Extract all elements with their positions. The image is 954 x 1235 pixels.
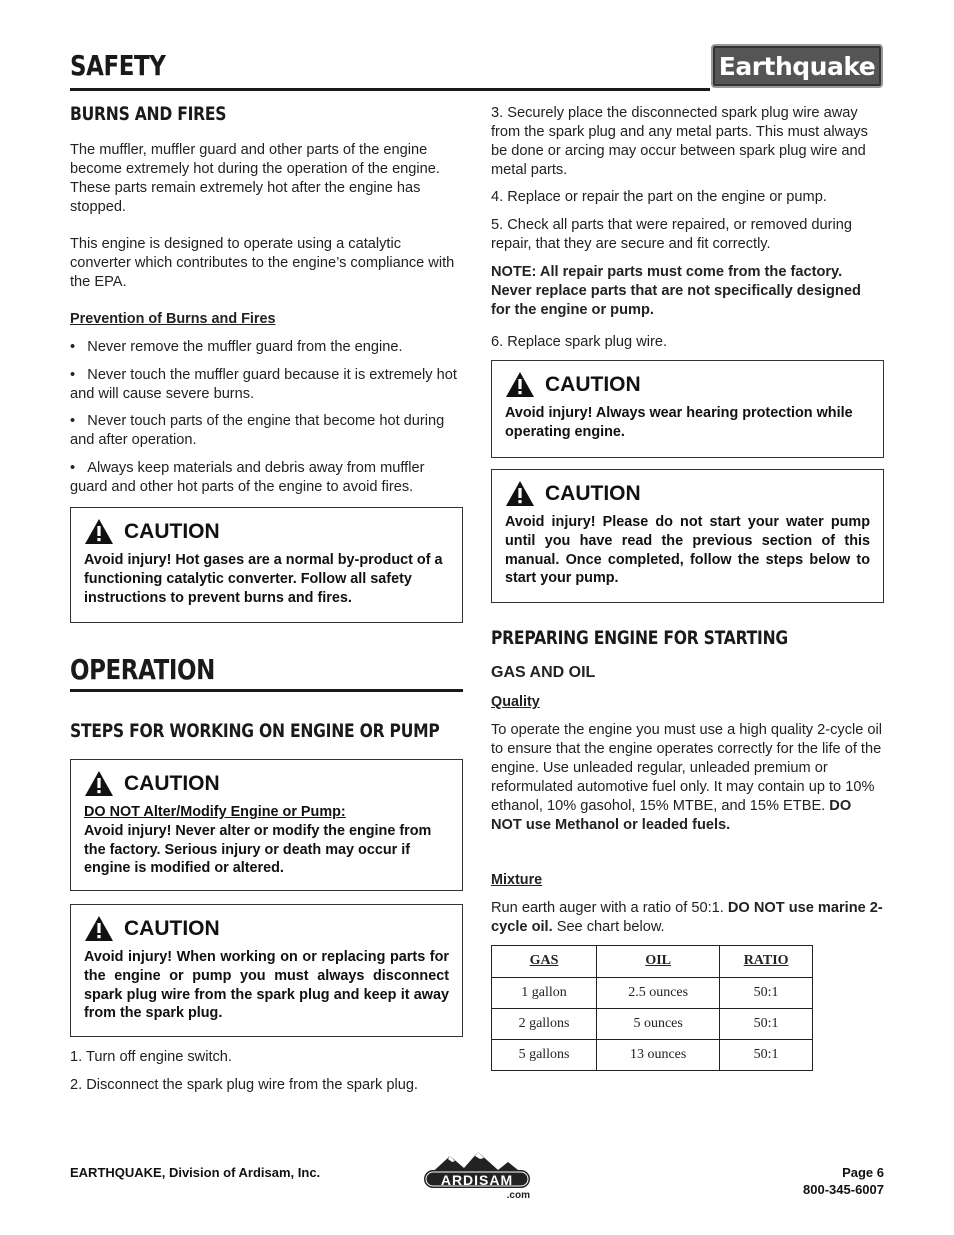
caution-text: Avoid injury! Hot gases are a normal by-product of a functioning catalytic converter. Follow all safety instructions to prevent burns and fires. xyxy=(84,552,443,606)
mixture-warning: DO NOT use marine 2-cycle oil. xyxy=(491,900,883,935)
step-2: 2. Disconnect the spark plug wire from the spark plug. xyxy=(70,1077,418,1093)
phone-number: 800-345-6007 xyxy=(803,1181,884,1197)
table-header-cell: OIL xyxy=(597,946,720,978)
table-cell: 5 gallons xyxy=(492,1040,597,1071)
step-6: 6. Replace spark plug wire. xyxy=(491,334,668,350)
warning-icon xyxy=(84,915,114,942)
bullet-text: Never remove the muffler guard from the engine. xyxy=(87,339,403,355)
quality-text xyxy=(491,721,884,835)
table-cell: 13 ounces xyxy=(597,1040,720,1071)
caution-label: CAUTION xyxy=(545,482,641,505)
bullet-text: Always keep materials and debris away from muffler guard and other hot parts of the engine to avoid fires. xyxy=(70,460,425,495)
operation-rule xyxy=(70,689,463,692)
warning-icon xyxy=(505,371,535,398)
quality-body: To operate the engine you must use a high quality 2-cycle oil to ensure that the engine operates correctly for the life of the engine. Use unleaded regular, unleaded premium or reformulated automotive fuel only. It may contain up to 10% ethanol, 10% gasohol, 15% MTBE, and 15% ETBE. xyxy=(491,722,883,814)
table-row xyxy=(492,1040,813,1071)
earthquake-logo xyxy=(711,44,883,88)
table-cell: 50:1 xyxy=(720,978,813,1009)
caution-text: Avoid injury! When working on or replacing parts for the engine or pump you must always disconnect spark plug wire from the spark plug and keep it away from the spark plug. xyxy=(84,949,449,1022)
bullet-text: Never touch the muffler guard because it is extremely hot and will cause severe burns. xyxy=(70,367,457,402)
burns-paragraph-2: This engine is designed to operate using a catalytic converter which contributes to the engine’s compliance with the EPA. xyxy=(70,236,455,290)
table-row xyxy=(492,1009,813,1040)
table-cell: 1 gallon xyxy=(492,978,597,1009)
step-1: 1. Turn off engine switch. xyxy=(70,1049,232,1065)
caution-box-start-pump xyxy=(491,469,884,603)
repair-note: NOTE: All repair parts must come from the factory. Never replace parts that are not specifically designed for the engine or pump. xyxy=(491,264,861,318)
caution-label: CAUTION xyxy=(124,520,220,543)
bullet-item: • Never remove the muffler guard from the engine. xyxy=(70,339,403,355)
caution-box-disconnect xyxy=(70,904,463,1037)
ardisam-logo-sub: .com xyxy=(506,1190,530,1201)
steps-title: STEPS FOR WORKING ON ENGINE OR PUMP xyxy=(70,720,440,742)
prevention-heading: Prevention of Burns and Fires xyxy=(70,311,276,327)
warning-icon xyxy=(505,480,535,507)
warning-icon xyxy=(84,518,114,545)
quality-heading: Quality xyxy=(491,694,540,710)
table-header-row xyxy=(492,946,813,978)
operation-title: OPERATION xyxy=(70,653,215,686)
table-cell: 50:1 xyxy=(720,1009,813,1040)
ardisam-logo-text: ARDISAM xyxy=(440,1172,514,1188)
gas-oil-heading: GAS AND OIL xyxy=(491,664,596,681)
bullet-item: • Always keep materials and debris away from muffler guard and other hot parts of the engine to avoid fires. xyxy=(70,460,425,495)
bullet-item: • Never touch parts of the engine that become hot during and after operation. xyxy=(70,413,445,448)
table-cell: 2.5 ounces xyxy=(597,978,720,1009)
caution-label: CAUTION xyxy=(124,917,220,940)
table-cell: 5 ounces xyxy=(597,1009,720,1040)
mixture-table xyxy=(491,945,813,1071)
caution-label: CAUTION xyxy=(545,373,641,396)
preparing-title: PREPARING ENGINE FOR STARTING xyxy=(491,627,788,649)
caution-box-modify xyxy=(70,759,463,891)
page-number: Page 6 xyxy=(842,1165,884,1180)
table-header-cell: RATIO xyxy=(720,946,813,978)
burns-paragraph-1: The muffler, muffler guard and other parts of the engine become extremely hot during the operation of the engine. These parts remain extremely hot after the engine has stopped. xyxy=(70,142,440,215)
caution-lead: DO NOT Alter/Modify Engine or Pump: xyxy=(84,804,346,821)
page-section-title: SAFETY xyxy=(70,49,166,82)
caution-label: CAUTION xyxy=(124,772,220,795)
step-5: 5. Check all parts that were repaired, or removed during repair, that they are secure and fit correctly. xyxy=(491,217,852,252)
mixture-tail: See chart below. xyxy=(552,918,665,935)
step-3: 3. Securely place the disconnected spark plug wire away from the spark plug and any metal parts. This must always be done or arcing may occur between spark plug wire and metal parts. xyxy=(491,105,868,178)
caution-box-burns xyxy=(70,507,463,623)
bullet-text: Never touch parts of the engine that become hot during and after operation. xyxy=(70,413,445,448)
header-rule xyxy=(70,88,710,91)
ardisam-logo xyxy=(420,1148,534,1204)
caution-box-hearing xyxy=(491,360,884,458)
caution-text: Avoid injury! Never alter or modify the engine from the factory. Serious injury or death may occur if engine is modified or altered. xyxy=(84,823,432,877)
mixture-text xyxy=(491,899,884,937)
burns-title: BURNS AND FIRES xyxy=(70,103,227,125)
table-header-cell: GAS xyxy=(492,946,597,978)
footer-page-info xyxy=(803,1165,884,1199)
step-4: 4. Replace or repair the part on the engine or pump. xyxy=(491,189,827,205)
table-cell: 50:1 xyxy=(720,1040,813,1071)
brand-text: Earthquake xyxy=(718,52,876,81)
mixture-body: Run earth auger with a ratio of 50:1. xyxy=(491,900,728,916)
table-row xyxy=(492,978,813,1009)
footer-company: EARTHQUAKE, Division of Ardisam, Inc. xyxy=(70,1165,321,1180)
quality-warning: DO NOT use Methanol or leaded fuels. xyxy=(491,797,852,833)
mixture-heading: Mixture xyxy=(491,872,543,888)
caution-text: Avoid injury! Always wear hearing protection while operating engine. xyxy=(505,405,853,441)
caution-text: Avoid injury! Please do not start your water pump until you have read the previous section of this manual. Once completed, follow the steps below to start your pump. xyxy=(505,514,870,587)
warning-icon xyxy=(84,770,114,797)
bullet-item: • Never touch the muffler guard because it is extremely hot and will cause severe burns. xyxy=(70,367,457,402)
table-cell: 2 gallons xyxy=(492,1009,597,1040)
